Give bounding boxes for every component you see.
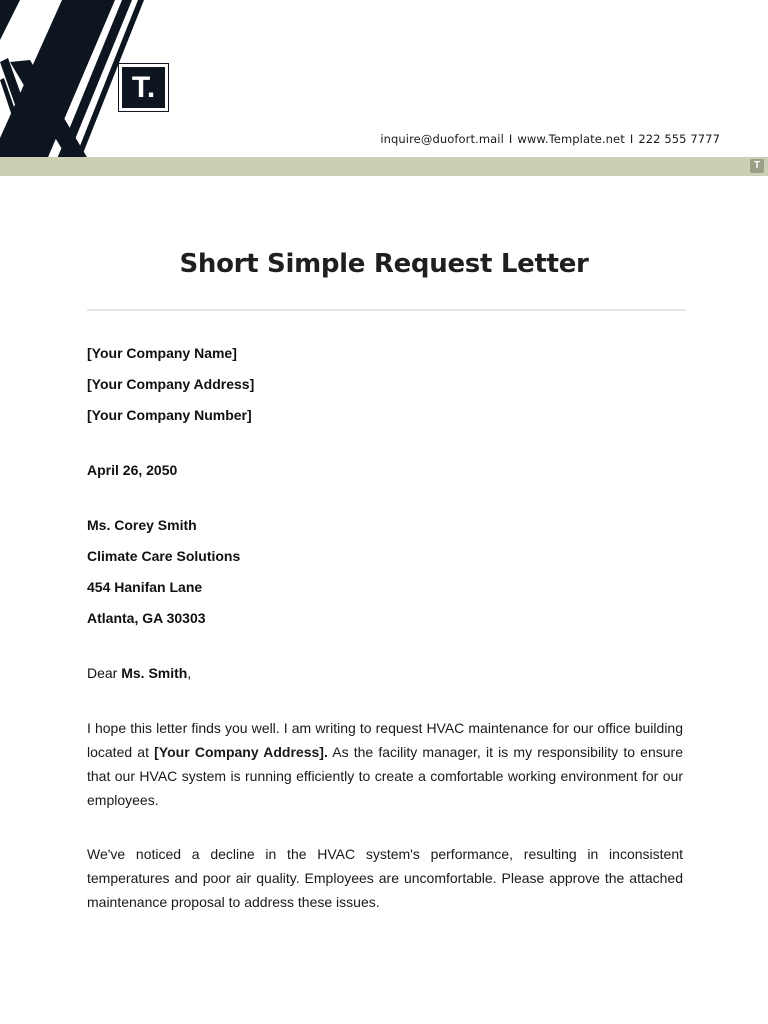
letter-date: April 26, 2050: [87, 462, 178, 478]
paragraph-1-bold-address: [Your Company Address].: [154, 744, 328, 760]
recipient-name: Ms. Corey Smith: [87, 517, 197, 533]
contact-phone: 222 555 7777: [638, 132, 720, 146]
title-divider: [87, 309, 686, 311]
sender-company-number: [Your Company Number]: [87, 407, 252, 423]
page-title: Short Simple Request Letter: [179, 249, 589, 279]
header-band: [0, 157, 768, 176]
recipient-company: Climate Care Solutions: [87, 548, 241, 564]
date-block: [87, 460, 177, 491]
recipient-city: Atlanta, GA 30303: [87, 610, 206, 626]
body-paragraph-2: We've noticed a decline in the HVAC system's performance, resulting in inconsistent temperatures and poor air quality. Employees are uncomfortable. Please approve the attached maintenance proposal to address these issues.: [87, 846, 683, 910]
recipient-street: 454 Hanifan Lane: [87, 579, 203, 595]
logo: [118, 63, 169, 112]
contact-separator: I: [508, 132, 513, 146]
paragraph-1-text-before: I hope this letter finds you well. I am writing to request HVAC maintenance for our office building located at: [87, 720, 683, 760]
recipient-block: [87, 515, 240, 639]
salutation-prefix: Dear: [87, 665, 122, 681]
salutation: [87, 663, 191, 683]
salutation-suffix: ,: [187, 665, 192, 681]
salutation-name: Ms. Smith: [121, 665, 188, 681]
sender-block: [87, 343, 254, 436]
contact-email: inquire@duofort.mail: [380, 132, 504, 146]
paragraph-1-text-after: As the facility manager, it is my responsibility to ensure that our HVAC system is running efficiently to create a comfortable working environment for our employees.: [87, 744, 683, 808]
template-badge-icon: T: [750, 159, 764, 173]
contact-line: [380, 132, 720, 146]
contact-separator: I: [629, 132, 634, 146]
sender-company-name: [Your Company Name]: [87, 345, 237, 361]
contact-website: www.Template.net: [517, 132, 625, 146]
sender-company-address: [Your Company Address]: [87, 376, 255, 392]
body-paragraph-1: [87, 716, 683, 812]
logo-letter: T.: [122, 67, 165, 108]
